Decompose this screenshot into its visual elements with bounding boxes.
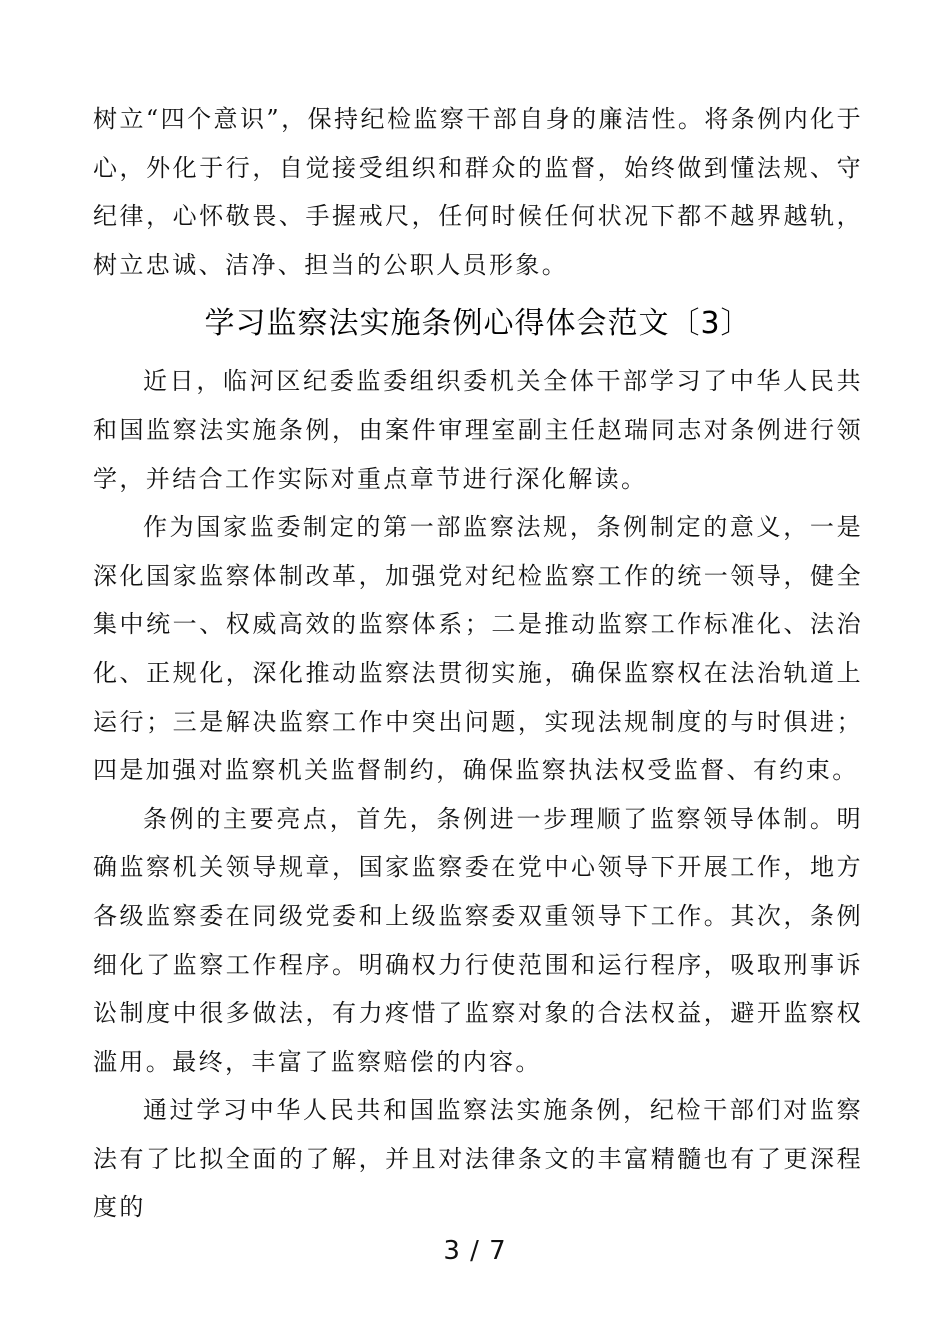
body-paragraph-3: 条例的主要亮点，首先，条例进一步理顺了监察领导体制。明确监察机关领导规章，国家监察委在党中心领导下开展工作，地方各级监察委在同级党委和上级监察委双重领导下工作。其次，条例细化了监察工作程序。明确权力行使范围和运行程序，吸取刑事诉讼制度中很多做法，有力疼惜了监察对象的合法权益，避开监察权滥用。最终，丰富了监察赔偿的内容。: [93, 804, 863, 1076]
document-page: [93, 95, 863, 1232]
continuation-paragraph: 树立“四个意识”，保持纪检监察干部自身的廉洁性。将条例内化于心，外化于行，自觉接受组织和群众的监督，始终做到懂法规、守纪律，心怀敬畏、手握戒尺，任何时候任何状况下都不越界越轨，树立忠诚、洁净、担当的公职人员形象。: [93, 105, 863, 279]
section-title: 学习监察法实施条例心得体会范文〔3〕: [204, 306, 752, 342]
body-paragraph-2: 作为国家监委制定的第一部监察法规，条例制定的意义，一是深化国家监察体制改革，加强党对纪检监察工作的统一领导，健全集中统一、权威高效的监察体系；二是推动监察工作标准化、法治化、正规化，深化推动监察法贯彻实施，确保监察权在法治轨道上运行；三是解决监察工作中突出问题，实现法规制度的与时俱进；四是加强对监察机关监督制约，确保监察执法权受监督、有约束。: [93, 513, 863, 785]
body-paragraph-4: 通过学习中华人民共和国监察法实施条例，纪检干部们对监察法有了比拟全面的了解，并且对法律条文的丰富精髓也有了更深程度的: [93, 1096, 863, 1222]
page-number: 3 / 7: [443, 1236, 507, 1266]
body-paragraph-1: 近日，临河区纪委监委组织委机关全体干部学习了中华人民共和国监察法实施条例，由案件审理室副主任赵瑞同志对条例进行领学，并结合工作实际对重点章节进行深化解读。: [93, 367, 863, 493]
